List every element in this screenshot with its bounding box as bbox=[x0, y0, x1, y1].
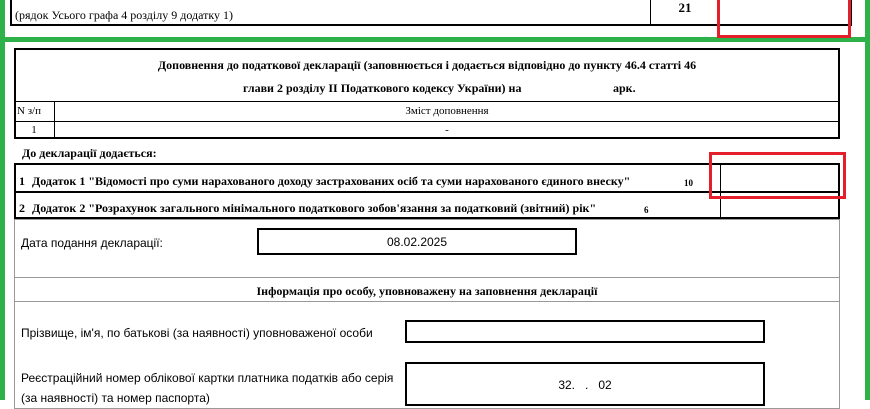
supplement-title-2b: арк. bbox=[613, 81, 636, 95]
supplement-row-num: 1 bbox=[31, 124, 37, 136]
authorized-name-label: Прізвище, ім'я, по батькові (за наявності) уповноваженої особи bbox=[21, 326, 373, 340]
attachment-2-text: Додаток 2 "Розрахунок загального мінімального податкового зобов'язання за податковий (звітний) рік" bbox=[32, 201, 597, 215]
authorized-reg-label-2: (за наявності) та номер паспорта) bbox=[21, 391, 210, 405]
frame-left bbox=[0, 0, 5, 400]
top-row-number: 21 bbox=[678, 0, 692, 15]
attachment-1-text: Додаток 1 "Відомості про суми нарахованого доходу застрахованих осіб та суми нарахованого єдиного внеску" bbox=[32, 174, 631, 188]
authorized-title: Інформація про особу, уповноважену на заповнення декларації bbox=[256, 284, 598, 298]
attachment-2-count: 6 bbox=[644, 205, 649, 215]
attachment-1-num: 1 bbox=[19, 174, 25, 188]
supplement-divider bbox=[14, 101, 840, 102]
supplement-title-1: Доповнення до податкової декларації (заповнюється і додається відповідно до пункту 46.4 статті 46 bbox=[157, 58, 697, 72]
attachment-highlight bbox=[709, 152, 846, 199]
attachment-2-num: 2 bbox=[19, 201, 25, 215]
frame-right bbox=[865, 0, 870, 400]
attachment-1-count: 10 bbox=[684, 178, 693, 188]
submission-date: 08.02.2025 bbox=[386, 235, 448, 249]
supplement-row-content: - bbox=[445, 124, 449, 136]
attachments-heading: До декларації додається: bbox=[22, 146, 157, 160]
authorized-reg-value: 32. . 02 bbox=[558, 378, 612, 392]
supplement-col-content: Зміст доповнення bbox=[405, 105, 489, 117]
authorized-name-field[interactable] bbox=[405, 320, 765, 343]
submission-label: Дата подання декларації: bbox=[21, 236, 163, 250]
authorized-reg-label-1: Реєстраційний номер облікової картки платника податків або серія bbox=[21, 371, 394, 385]
supplement-title-2a: глави 2 розділу II Податкового кодексу України) на bbox=[243, 81, 522, 95]
top-row-highlight bbox=[717, 0, 851, 38]
authorized-title-divider-bottom bbox=[14, 301, 840, 302]
authorized-title-divider-top bbox=[14, 277, 840, 278]
supplement-col-num: N з/п bbox=[17, 105, 41, 117]
top-row-label: (рядок Усього графа 4 розділу 9 додатку 1) bbox=[15, 8, 234, 22]
supplement-divider-2 bbox=[14, 121, 840, 122]
